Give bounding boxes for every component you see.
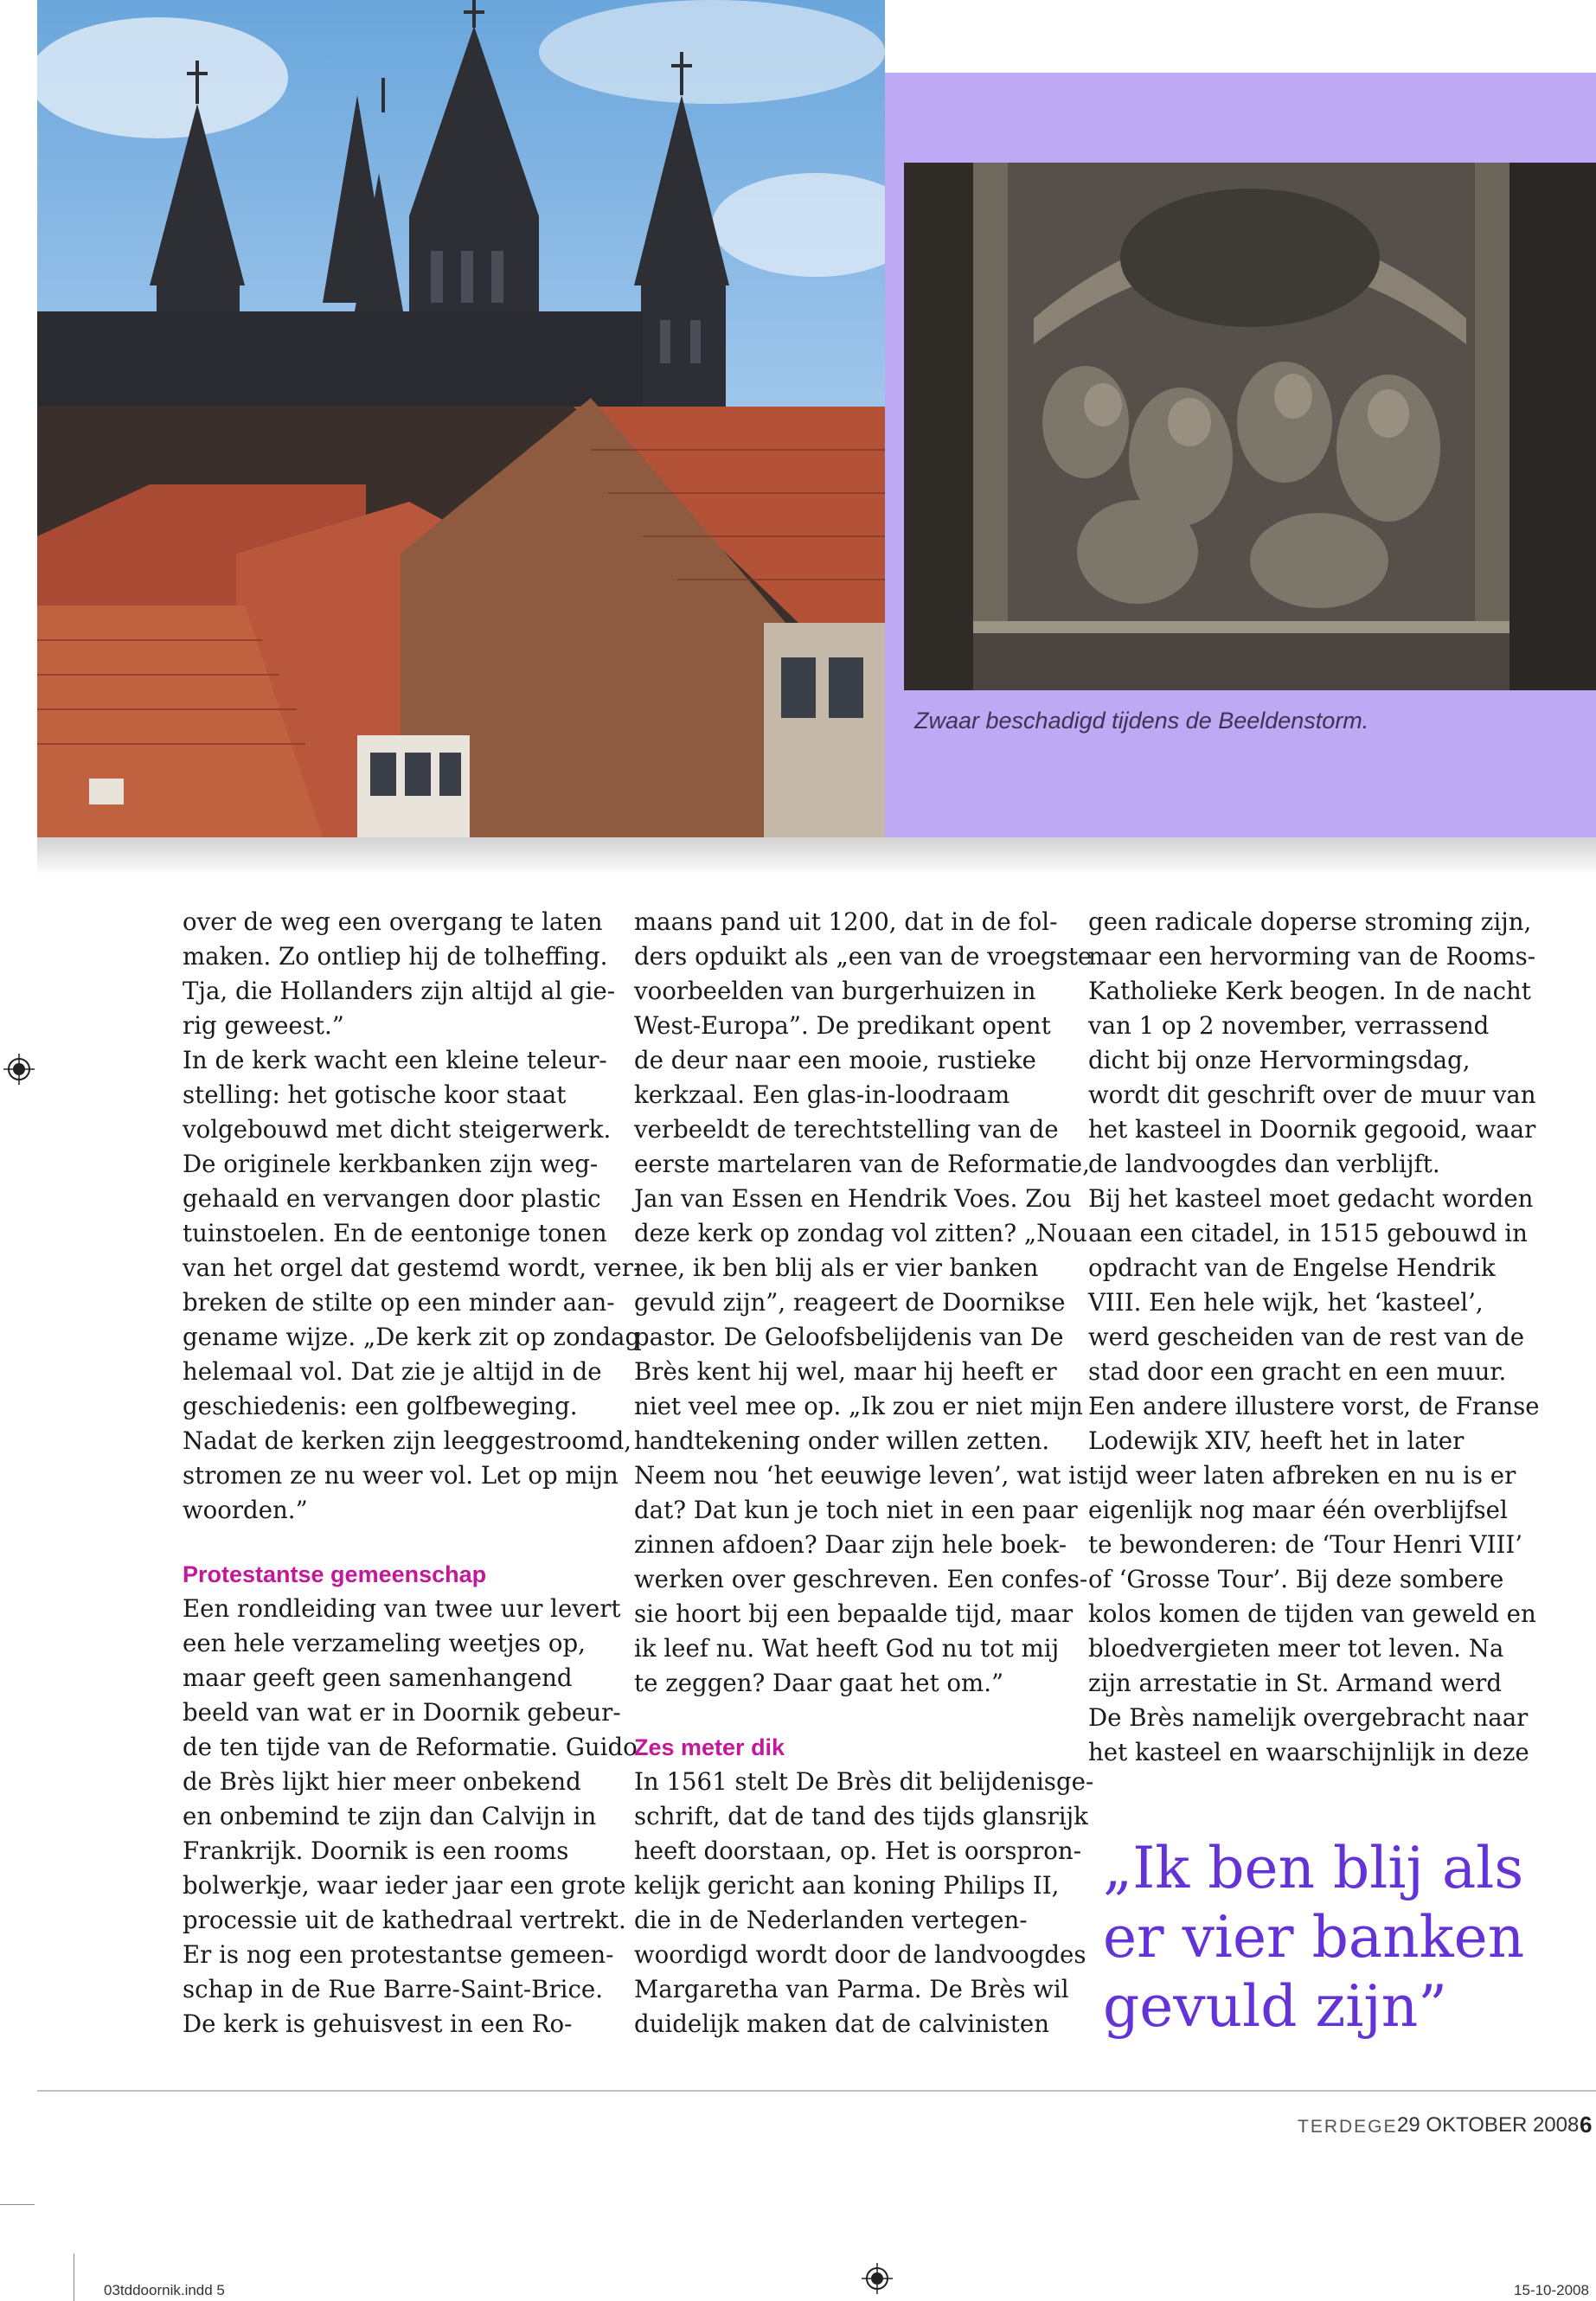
text-line: beeld van wat er in Doornik gebeur-	[183, 1698, 621, 1727]
pull-quote	[1103, 1834, 1524, 2041]
text-line: verbeeldt de terechtstelling van de	[634, 1115, 1059, 1144]
text-line: Een andere illustere vorst, de Franse	[1088, 1392, 1540, 1420]
text-line: Brès kent hij wel, maar hij heeft er	[634, 1357, 1057, 1386]
text-line: niet veel mee op. „Ik zou er niet mijn	[634, 1392, 1083, 1420]
text-line: helemaal vol. Dat zie je altijd in de	[183, 1357, 602, 1386]
text-line: stelling: het gotische koor staat	[183, 1080, 567, 1109]
text-line: volgebouwd met dicht steigerwerk.	[183, 1115, 612, 1144]
text-line: ders opduikt als „een van de vroegste	[634, 942, 1093, 971]
text-line: de deur naar een mooie, rustieke	[634, 1046, 1036, 1074]
photo-caption: Zwaar beschadigd tijdens de Beeldenstorm.	[914, 708, 1369, 734]
text-line: de ten tijde van de Reformatie. Guido	[183, 1733, 638, 1761]
text-line: Een rondleiding van twee uur levert	[183, 1594, 621, 1623]
article-column-1	[183, 905, 642, 2041]
text-line: tuinstoelen. En de eentonige tonen	[183, 1219, 607, 1247]
text-line: woordigd wordt door de landvoogdes	[634, 1940, 1086, 1969]
text-line: In 1561 stelt De Brès dit belijdenisge-	[634, 1767, 1094, 1796]
text-line: Er is nog een protestantse gemeen-	[183, 1940, 614, 1969]
pull-quote-line: gevuld zijn”	[1103, 1973, 1448, 2040]
text-line: werd gescheiden van de rest van de	[1088, 1323, 1525, 1351]
page-number: 6	[1580, 2112, 1593, 2138]
pull-quote-line: „Ik ben blij als	[1103, 1835, 1524, 1901]
text-line: stromen ze nu weer vol. Let op mijn	[183, 1461, 619, 1490]
text-line: eerste martelaren van de Reformatie,	[634, 1150, 1090, 1178]
text-line: rig geweest.”	[183, 1011, 344, 1040]
text-line: De kerk is gehuisvest in een Ro-	[183, 2009, 573, 2038]
text-line: de Brès lijkt hier meer onbekend	[183, 1767, 581, 1796]
text-line: dicht bij onze Hervormingsdag,	[1088, 1046, 1471, 1074]
text-line: Neem nou ‘het eeuwige leven’, wat is	[634, 1461, 1089, 1490]
text-line: zinnen afdoen? Daar zijn hele boek-	[634, 1530, 1067, 1559]
text-line: kolos komen de tijden van geweld en	[1088, 1599, 1536, 1628]
text-line: Frankrijk. Doornik is een rooms	[183, 1836, 569, 1865]
text-line: het kasteel en waarschijnlijk in deze	[1088, 1738, 1529, 1766]
text-line: maar een hervorming van de Rooms-	[1088, 942, 1536, 971]
text-line: Nadat de kerken zijn leeggestroomd,	[183, 1426, 632, 1455]
carving-photo	[904, 163, 1596, 690]
text-line: kerkzaal. Een glas-in-loodraam	[634, 1080, 1010, 1109]
text-line: maar geeft geen samenhangend	[183, 1663, 573, 1692]
text-line: schap in de Rue Barre-Saint-Brice.	[183, 1975, 604, 2003]
slug-filename: 03tddoornik.indd 5	[104, 2282, 225, 2298]
text-line: van het orgel dat gestemd wordt, ver-	[183, 1253, 642, 1282]
text-line: opdracht van de Engelse Hendrik	[1088, 1253, 1496, 1282]
text-line: Lodewijk XIV, heeft het in later	[1088, 1426, 1465, 1455]
paragraph-gap	[634, 1701, 1062, 1730]
text-line: de landvoogdes dan verblijft.	[1088, 1150, 1440, 1178]
text-line: over de weg een overgang te laten	[183, 907, 603, 936]
text-line: sie hoort bij een bepaalde tijd, maar	[634, 1599, 1074, 1628]
text-line: gename wijze. „De kerk zit op zondag	[183, 1323, 641, 1351]
text-line: maans pand uit 1200, dat in de fol-	[634, 907, 1058, 936]
text-line: een hele verzameling weetjes op,	[183, 1629, 586, 1657]
text-line: te zeggen? Daar gaat het om.”	[634, 1669, 1004, 1697]
text-line: Jan van Essen en Hendrik Voes. Zou	[634, 1184, 1072, 1213]
text-line: eigenlijk nog maar één overblijfsel	[1088, 1496, 1508, 1524]
text-line: nee, ik ben blij als er vier banken	[634, 1253, 1039, 1282]
magazine-name: TERDEGE	[1298, 2117, 1398, 2137]
text-line: Katholieke Kerk beogen. In de nacht	[1088, 977, 1531, 1005]
text-line: dat? Dat kun je toch niet in een paar	[634, 1496, 1078, 1524]
article-column-3	[1088, 905, 1540, 1770]
text-line: bloedvergieten meer tot leven. Na	[1088, 1634, 1504, 1663]
text-line: processie uit de kathedraal vertrekt.	[183, 1906, 626, 1934]
subheading: Protestantse gemeenschap	[183, 1561, 487, 1587]
text-line: te bewonderen: de ‘Tour Henri VIII’	[1088, 1530, 1523, 1559]
text-line: kelijk gericht aan koning Philips II,	[634, 1871, 1060, 1900]
text-line: deze kerk op zondag vol zitten? „Nou	[634, 1219, 1087, 1247]
text-line: gevuld zijn”, reageert de Doornikse	[634, 1288, 1066, 1317]
crop-mark	[0, 2204, 35, 2205]
cathedral-photo	[37, 0, 885, 837]
text-line: van 1 op 2 november, verrassend	[1088, 1011, 1490, 1040]
text-line: Tja, die Hollanders zijn altijd al gie-	[183, 977, 616, 1005]
text-line: bolwerkje, waar ieder jaar een grote	[183, 1871, 626, 1900]
issue-date: 29 OKTOBER 2008	[1397, 2113, 1580, 2137]
text-line: geschiedenis: een golfbeweging.	[183, 1392, 578, 1420]
text-line: In de kerk wacht een kleine teleur-	[183, 1046, 607, 1074]
text-line: aan een citadel, in 1515 gebouwd in	[1088, 1219, 1528, 1247]
text-line: ik leef nu. Wat heeft God nu tot mij	[634, 1634, 1060, 1663]
text-line: zijn arrestatie in St. Armand werd	[1088, 1669, 1502, 1697]
text-line: werken over geschreven. Een confes-	[634, 1565, 1088, 1593]
text-line: het kasteel in Doornik gegooid, waar	[1088, 1115, 1536, 1144]
text-line: handtekening onder willen zetten.	[634, 1426, 1050, 1455]
text-line: stad door een gracht en een muur.	[1088, 1357, 1507, 1386]
footer-rule	[37, 2090, 1596, 2092]
text-line: breken de stilte op een minder aan-	[183, 1288, 615, 1317]
text-line: geen radicale doperse stroming zijn,	[1088, 907, 1532, 936]
text-line: voorbeelden van burgerhuizen in	[634, 977, 1036, 1005]
text-line: Margaretha van Parma. De Brès wil	[634, 1975, 1069, 2003]
text-line: VIII. Een hele wijk, het ‘kasteel’,	[1088, 1288, 1484, 1317]
registration-mark-icon	[862, 2263, 893, 2294]
text-line: die in de Nederlanden vertegen-	[634, 1906, 1028, 1934]
text-line: gehaald en vervangen door plastic	[183, 1184, 601, 1213]
pull-quote-line: er vier banken	[1103, 1904, 1525, 1971]
text-line: Bij het kasteel moet gedacht worden	[1088, 1184, 1534, 1213]
slug-date: 15-10-2008	[1514, 2282, 1589, 2298]
text-line: West-Europa”. De predikant opent	[634, 1011, 1051, 1040]
text-line: tijd weer laten afbreken en nu is er	[1088, 1461, 1516, 1490]
text-line: woorden.”	[183, 1496, 308, 1524]
text-line: heeft doorstaan, op. Het is oorspron-	[634, 1836, 1082, 1865]
text-line: wordt dit geschrift over de muur van	[1088, 1080, 1536, 1109]
text-line: De Brès namelijk overgebracht naar	[1088, 1703, 1529, 1732]
text-line: pastor. De Geloofsbelijdenis van De	[634, 1323, 1064, 1351]
article-column-2	[634, 905, 1094, 2041]
paragraph-gap	[183, 1528, 611, 1557]
text-line: De originele kerkbanken zijn weg-	[183, 1150, 599, 1178]
text-line: of ‘Grosse Tour’. Bij deze sombere	[1088, 1565, 1504, 1593]
text-line: schrift, dat de tand des tijds glansrijk	[634, 1802, 1088, 1830]
divider-shadow	[37, 837, 1596, 875]
registration-mark-icon	[3, 1054, 35, 1085]
subheading: Zes meter dik	[634, 1734, 785, 1760]
text-line: maken. Zo ontliep hij de tolheffing.	[183, 942, 608, 971]
text-line: duidelijk maken dat de calvinisten	[634, 2009, 1049, 2038]
text-line: en onbemind te zijn dan Calvijn in	[183, 1802, 597, 1830]
